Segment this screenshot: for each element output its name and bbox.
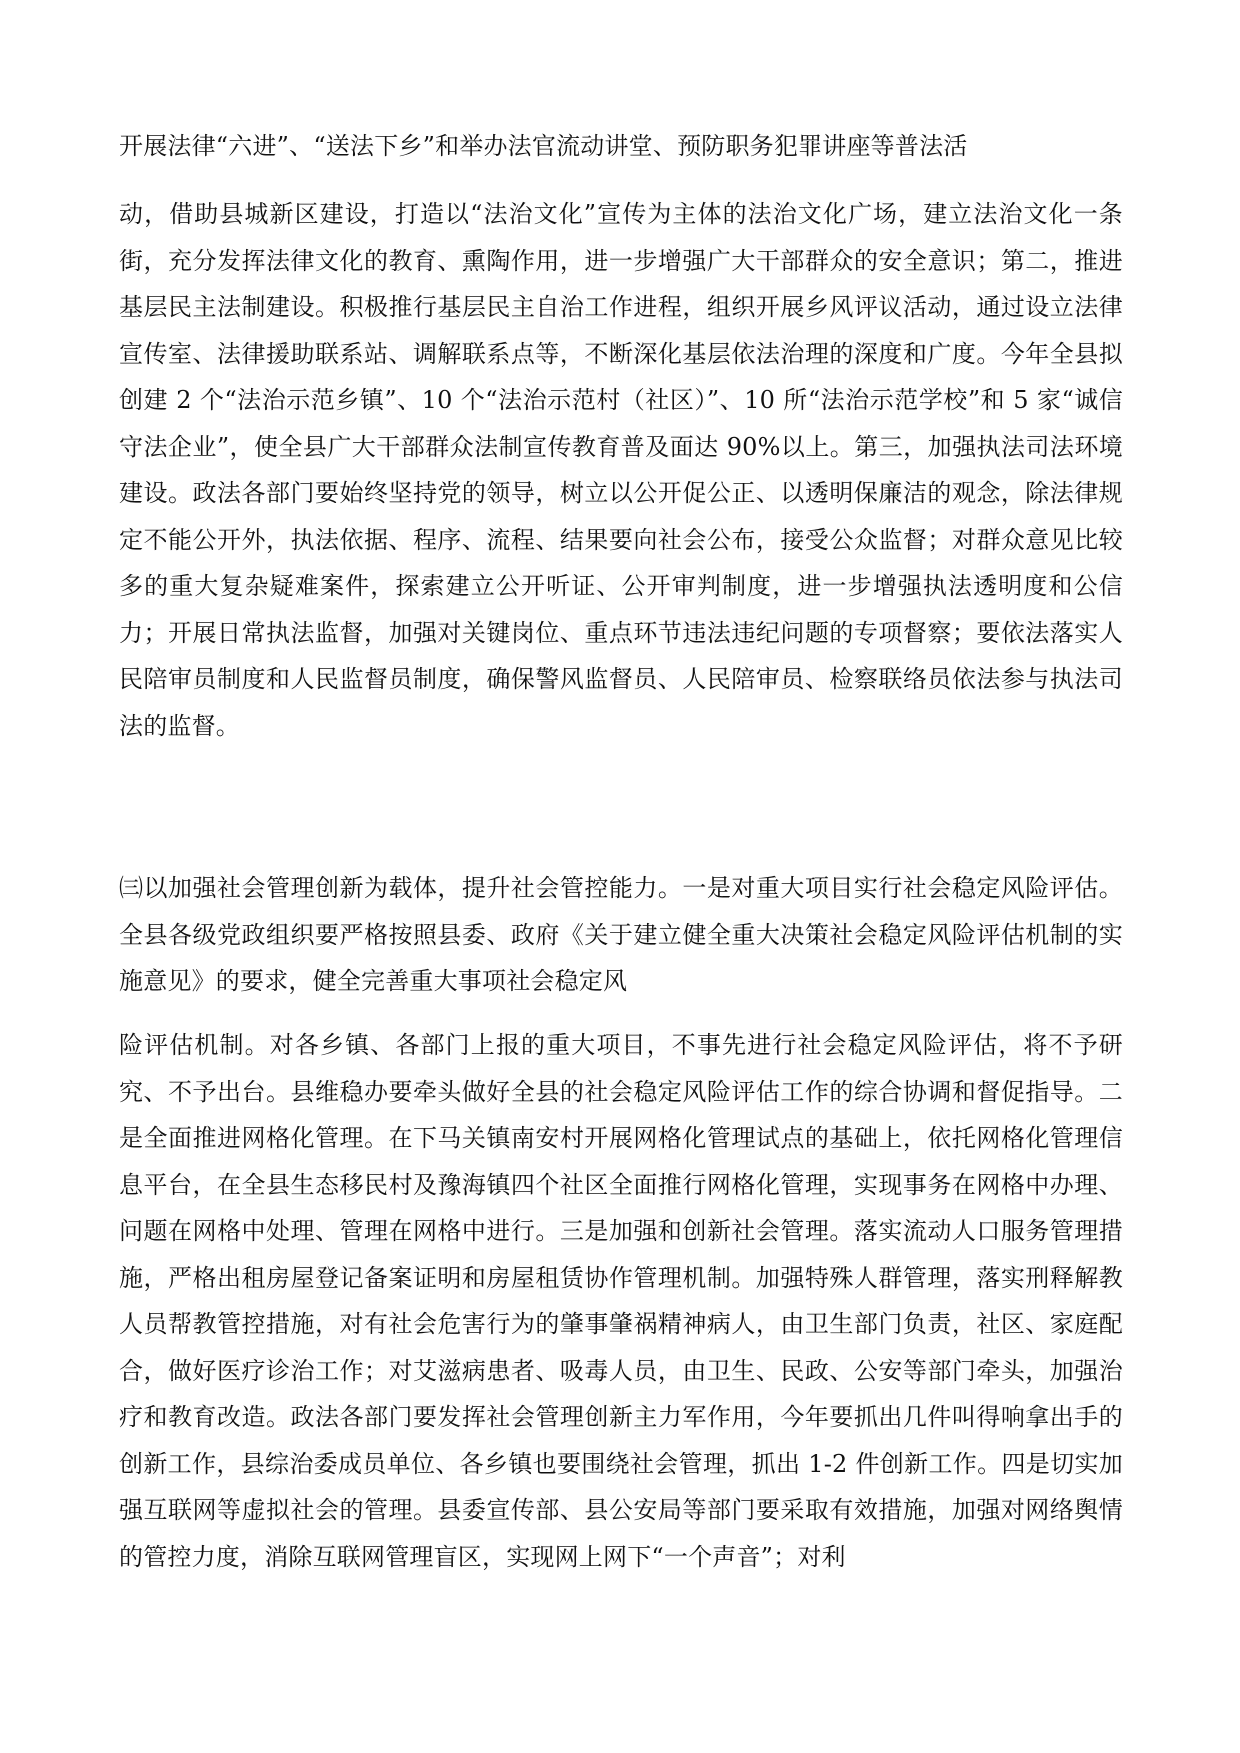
paragraph-2: 动，借助县城新区建设，打造以“法治文化”宣传为主体的法治文化广场，建立法治文化一条街，充分发挥法律文化的教育、熏陶作用，进一步增强广大干部群众的安全意识；第二，推进基层民主法制建设。积极推行基层民主自治工作进程，组织开展乡风评议活动，通过设立法律宣传室、法律援助联系站、调解联系点等，不断深化基层依法治理的深度和广度。今年全县拟创建 2 个“法治示范乡镇”、10 个“法治示范村（社区）”、10 所“法治示范学校”和 5 家“诚信守法企业”，使全县广大干部群众法制宣传教育普及面达 90%以上。第三，加强执法司法环境建设。政法各部门要始终坚持党的领导，树立以公开促公正、以透明保廉洁的观念，除法律规定不能公开外，执法依据、程序、流程、结果要向社会公布，接受公众监督；对群众意见比较多的重大复杂疑难案件，探索建立公开听证、公开审判制度，进一步增强执法透明度和公信力；开展日常执法监督，加强对关键岗位、重点环节违法违纪问题的专项督察；要依法落实人民陪审员制度和人民监督员制度，确保警风监督员、人民陪审员、检察联络员依法参与执法司法的监督。 (119, 200, 1123, 740)
paragraph-3: ㈢以加强社会管理创新为载体，提升社会管控能力。一是对重大项目实行社会稳定风险评估。全县各级党政组织要严格按照县委、政府《关于建立健全重大决策社会稳定风险评估机制的实施意见》的要求，健全完善重大事项社会稳定风 (119, 874, 1123, 995)
paragraph-4: 险评估机制。对各乡镇、各部门上报的重大项目，不事先进行社会稳定风险评估，将不予研究、不予出台。县维稳办要牵头做好全县的社会稳定风险评估工作的综合协调和督促指导。二是全面推进网格化管理。在下马关镇南安村开展网格化管理试点的基础上，依托网格化管理信息平台，在全县生态移民村及豫海镇四个社区全面推行网格化管理，实现事务在网格中办理、问题在网格中处理、管理在网格中进行。三是加强和创新社会管理。落实流动人口服务管理措施，严格出租房屋登记备案证明和房屋租赁协作管理机制。加强特殊人群管理，落实刑释解教人员帮教管控措施，对有社会危害行为的肇事肇祸精神病人，由卫生部门负责，社区、家庭配合，做好医疗诊治工作；对艾滋病患者、吸毒人员，由卫生、民政、公安等部门牵头，加强治疗和教育改造。政法各部门要发挥社会管理创新主力军作用，今年要抓出几件叫得响拿出手的创新工作，县综治委成员单位、各乡镇也要围绕社会管理，抓出 1-2 件创新工作。四是切实加强互联网等虚拟社会的管理。县委宣传部、县公安局等部门要采取有效措施，加强对网络舆情的管控力度，消除互联网管理盲区，实现网上网下“一个声音”；对利 (119, 1031, 1123, 1571)
paragraph-1: 开展法律“六进”、“送法下乡”和举办法官流动讲堂、预防职务犯罪讲座等普法活 (119, 132, 968, 160)
